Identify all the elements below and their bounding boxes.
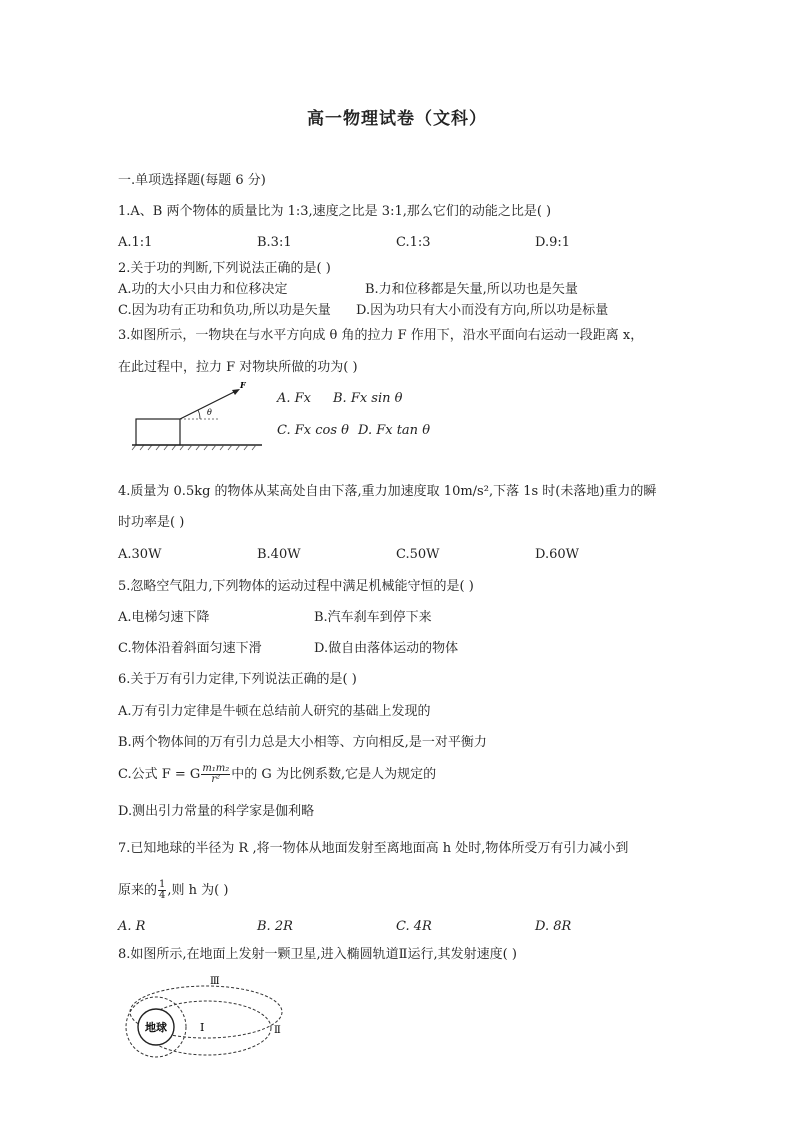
block — [136, 419, 180, 445]
force-label: F — [240, 380, 246, 390]
question-6-stem: 6.关于万有引力定律,下列说法正确的是( ) — [118, 672, 357, 687]
question-3-stem-line2: 在此过程中，拉力 F 对物块所做的功为( ) — [118, 360, 358, 375]
q2-option-d: D.因为功只有大小而没有方向,所以功是标量 — [356, 303, 609, 318]
q2-option-b: B.力和位移都是矢量,所以功也是矢量 — [365, 282, 578, 297]
orbit-ii-label: Ⅱ — [274, 1025, 281, 1036]
q7-line2-suffix: ,则 h 为( ) — [167, 883, 229, 898]
q6-c-prefix: C.公式 F = G — [118, 767, 201, 782]
q5-option-b: B.汽车刹车到停下来 — [314, 610, 432, 625]
formula-denominator: r² — [211, 774, 221, 785]
q5-option-a: A.电梯匀速下降 — [118, 610, 210, 625]
question-7-stem-line2 — [118, 880, 228, 901]
q4-option-a: A.30W — [118, 547, 162, 562]
q6-option-d: D.测出引力常量的科学家是伽利略 — [118, 804, 315, 819]
page-title: 高一物理试卷（文科） — [307, 109, 487, 129]
q7-option-d: D. 8R — [535, 919, 572, 934]
angle-label: θ — [207, 408, 212, 417]
ground-hatch — [132, 445, 256, 450]
q3-option-c: C. Fx cos θ — [277, 423, 349, 438]
q3-option-a: A. Fx — [277, 391, 312, 406]
section-heading: 一.单项选择题(每题 6 分) — [118, 173, 266, 188]
earth-label: 地球 — [145, 1021, 167, 1034]
block-force-figure — [128, 382, 268, 454]
q4-option-c: C.50W — [396, 547, 440, 562]
angle-arc — [198, 410, 200, 419]
q7-option-a: A. R — [118, 919, 146, 934]
question-3-stem-line1: 3.如图所示，一物块在与水平方向成 θ 角的拉力 F 作用下，沿水平面向右运动一段距离 x， — [118, 328, 644, 343]
question-2-stem: 2.关于功的判断,下列说法正确的是( ) — [118, 261, 331, 276]
orbit-iii-label: Ⅲ — [210, 976, 220, 987]
q7-option-b: B. 2R — [257, 919, 293, 934]
q1-option-d: D.9:1 — [535, 235, 571, 250]
q6-option-a: A.万有引力定律是牛顿在总结前人研究的基础上发现的 — [118, 704, 431, 719]
q4-option-b: B.40W — [257, 547, 301, 562]
fraction-denominator: 4 — [159, 890, 166, 901]
one-quarter-fraction — [158, 880, 166, 901]
q3-option-d: D. Fx tan θ — [358, 423, 431, 438]
q2-option-a: A.功的大小只由力和位移决定 — [118, 282, 288, 297]
q6-option-c — [118, 764, 436, 785]
q4-option-d: D.60W — [535, 547, 579, 562]
gravitation-formula-fraction — [201, 764, 230, 785]
formula-numerator: m₁m₂ — [202, 763, 230, 774]
question-4-stem-line2: 时功率是( ) — [118, 515, 185, 530]
q6-option-b: B.两个物体间的万有引力总是大小相等、方向相反,是一对平衡力 — [118, 735, 487, 750]
orbit-i-label: Ⅰ — [200, 1021, 205, 1034]
question-4-stem-line1: 4.质量为 0.5kg 的物体从某高处自由下落,重力加速度取 10m/s²,下落 1s 时(未落地)重力的瞬 — [118, 484, 657, 499]
q2-option-c: C.因为功有正功和负功,所以功是矢量 — [118, 303, 331, 318]
q3-option-b: B. Fx sin θ — [333, 391, 403, 406]
q5-option-d: D.做自由落体运动的物体 — [314, 641, 459, 656]
q5-option-c: C.物体沿着斜面匀速下滑 — [118, 641, 262, 656]
q6-c-suffix: 中的 G 为比例系数,它是人为规定的 — [231, 767, 437, 782]
question-1-stem: 1.A、B 两个物体的质量比为 1:3,速度之比是 3:1,那么它们的动能之比是( ) — [118, 204, 552, 219]
q1-option-c: C.1:3 — [396, 235, 431, 250]
orbit-figure — [118, 970, 298, 1060]
q7-line2-prefix: 原来的 — [118, 883, 158, 898]
question-7-stem-line1: 7.已知地球的半径为 R ,将一物体从地面发射至离地面高 h 处时,物体所受万有引力减小到 — [118, 841, 629, 856]
question-8-stem: 8.如图所示,在地面上发射一颗卫星,进入椭圆轨道Ⅱ运行,其发射速度( ) — [118, 947, 517, 962]
q1-option-a: A.1:1 — [118, 235, 153, 250]
q7-option-c: C. 4R — [396, 919, 432, 934]
fraction-numerator: 1 — [159, 879, 166, 890]
question-5-stem: 5.忽略空气阻力,下列物体的运动过程中满足机械能守恒的是( ) — [118, 579, 474, 594]
q1-option-b: B.3:1 — [257, 235, 292, 250]
